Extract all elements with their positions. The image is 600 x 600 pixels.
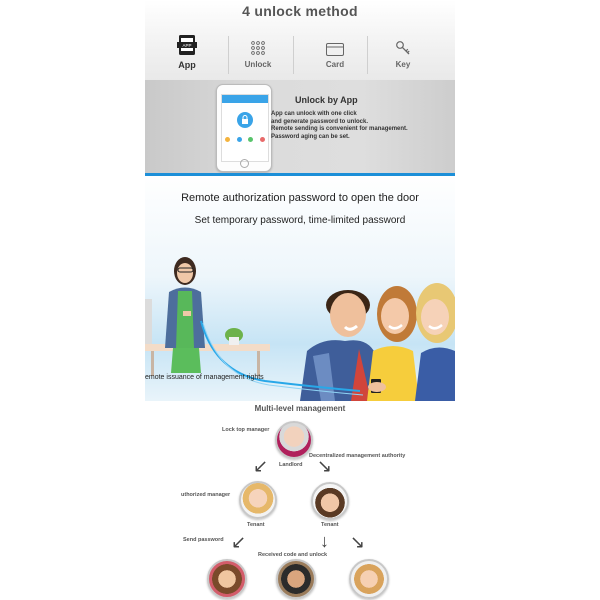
avatar-tenant-right [311, 482, 349, 520]
remote-title: Remote authorization password to open the door [181, 192, 419, 204]
arrow-down-icon: ↓ [320, 531, 329, 551]
method-app-label: App [178, 60, 196, 70]
lock-icon [237, 112, 253, 128]
tenant-left-label: Tenant [247, 522, 265, 528]
remote-caption: emote issuance of management rights [145, 374, 264, 381]
remote-subtitle: Set temporary password, time-limited password [194, 215, 406, 226]
section-title: 4 unlock method [242, 3, 358, 19]
app-section-heading: Unlock by App [295, 95, 358, 105]
decentralized-label: Decentralized management authority [309, 453, 406, 459]
app-section-description: App can unlock with one click and generate password to unlock. Remote sending is convenient for management. Password aging can be set. [271, 111, 408, 140]
phone-mockup [216, 84, 272, 172]
arrow-down-right-icon: ↘ [350, 532, 366, 552]
remote-authorization-section [145, 173, 455, 401]
send-password-label: Send password [183, 537, 224, 543]
method-card-label: Card [325, 60, 345, 69]
people-illustration [145, 173, 455, 401]
landlord-label: Landlord [279, 462, 303, 468]
avatar-tenant-left [239, 481, 277, 519]
arrow-down-right-icon: ↘ [317, 456, 333, 476]
method-app[interactable] [157, 34, 217, 70]
multi-level-title: Multi-level management [254, 404, 346, 413]
svg-text:APP: APP [182, 43, 192, 48]
avatar-landlord [275, 421, 313, 459]
method-key[interactable] [373, 34, 433, 69]
arrow-down-left-icon: ↙ [253, 456, 269, 476]
method-unlock[interactable] [228, 34, 288, 69]
method-unlock-label: Unlock [244, 60, 272, 69]
app-unlock-section [145, 80, 455, 173]
avatar-user-3 [349, 559, 389, 599]
card-icon [326, 43, 344, 56]
tenant-right-label: Tenant [321, 522, 339, 528]
authorized-manager-label: uthorized manager [181, 492, 231, 498]
avatar-user-1 [207, 559, 247, 599]
multi-level-management-section [145, 401, 455, 600]
divider [367, 36, 368, 74]
app-icon [176, 34, 198, 56]
keypad-icon [250, 40, 266, 56]
avatar-user-2 [276, 559, 316, 599]
method-card[interactable] [305, 34, 365, 69]
arrow-down-left-icon: ↙ [231, 532, 247, 552]
received-code-label: Received code and unlock [258, 552, 328, 558]
method-key-label: Key [395, 60, 411, 69]
key-icon [395, 40, 411, 56]
unlock-methods-header [145, 0, 455, 80]
divider [293, 36, 294, 74]
home-button [240, 159, 249, 168]
lock-top-manager-label: Lock top manager [222, 427, 270, 433]
